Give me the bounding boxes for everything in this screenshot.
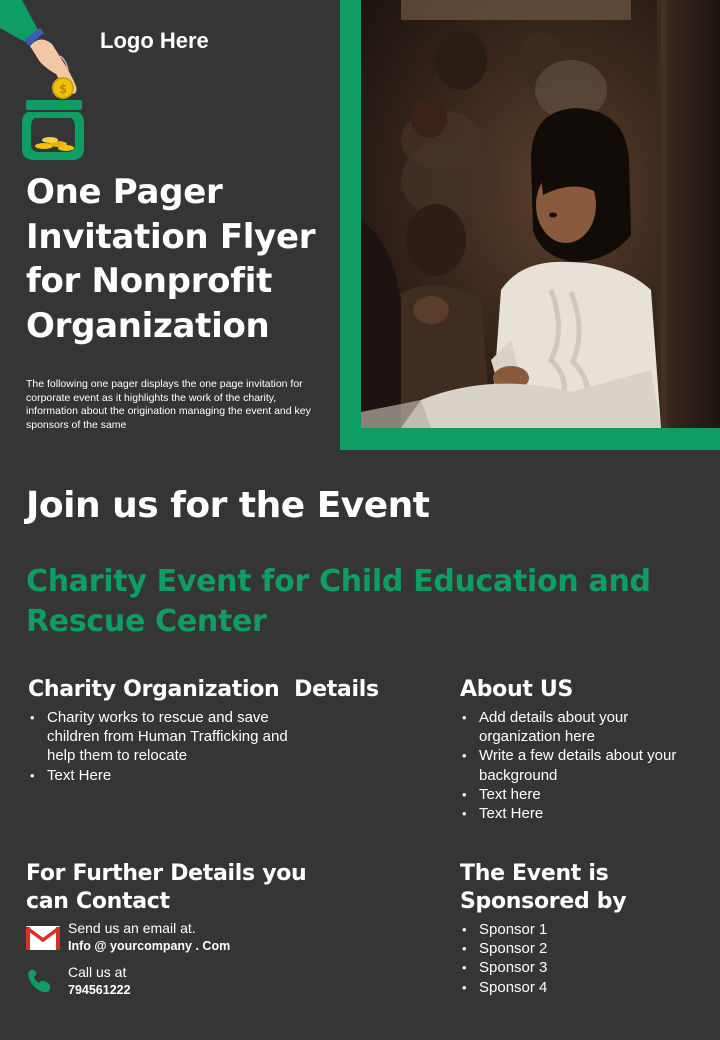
phone-label: Call us at [68, 964, 127, 980]
email-address[interactable]: Info @ yourcompany . Com [68, 939, 231, 953]
title-line: One Pager [26, 172, 223, 212]
charity-details-heading: Charity Organization Details [28, 677, 379, 702]
phone-icon [26, 968, 52, 994]
join-heading: Join us for the Event [26, 485, 430, 526]
intro-paragraph: The following one pager displays the one page invitation for corporate event as it highlights the work of the charity, information about the origination managing the event and key sponsors of the same [26, 378, 311, 431]
children-classroom-photo [361, 0, 720, 428]
event-title: Charity Event for Child Education and Rescue Center [26, 564, 651, 639]
phone-number[interactable]: 794561222 [68, 983, 131, 997]
coin-jar-icon [20, 100, 90, 162]
about-list [460, 708, 705, 823]
list-item: • Write a few details about your background [460, 746, 705, 784]
list-item: • Charity works to rescue and save children from Human Trafficking and help them to relocate [28, 708, 298, 766]
hand-coin-icon [0, 0, 90, 100]
logo-placeholder: Logo Here [100, 28, 209, 53]
list-item: • Sponsor 3 [460, 958, 660, 977]
list-item: • Sponsor 1 [460, 920, 660, 939]
contact-heading: For Further Details you can Contact [26, 861, 307, 914]
svg-text:$: $ [58, 82, 68, 96]
sponsors-heading: The Event is Sponsored by [460, 861, 627, 914]
list-item: • Text Here [460, 804, 705, 823]
list-item: • Add details about your organization here [460, 708, 705, 746]
gmail-icon [26, 926, 60, 950]
sponsors-list [460, 920, 660, 997]
title-line: Invitation Flyer [26, 216, 316, 257]
title-line: Organization [26, 305, 270, 346]
list-item: • Text here [460, 785, 705, 804]
title-line: for Nonprofit [26, 261, 273, 301]
about-heading: About US [460, 677, 574, 702]
list-item: • Sponsor 4 [460, 978, 660, 997]
list-item: • Text Here [28, 766, 298, 785]
charity-details-list [28, 708, 298, 785]
email-label: Send us an email at. [68, 920, 196, 936]
page-title [26, 170, 336, 348]
list-item: • Sponsor 2 [460, 939, 660, 958]
